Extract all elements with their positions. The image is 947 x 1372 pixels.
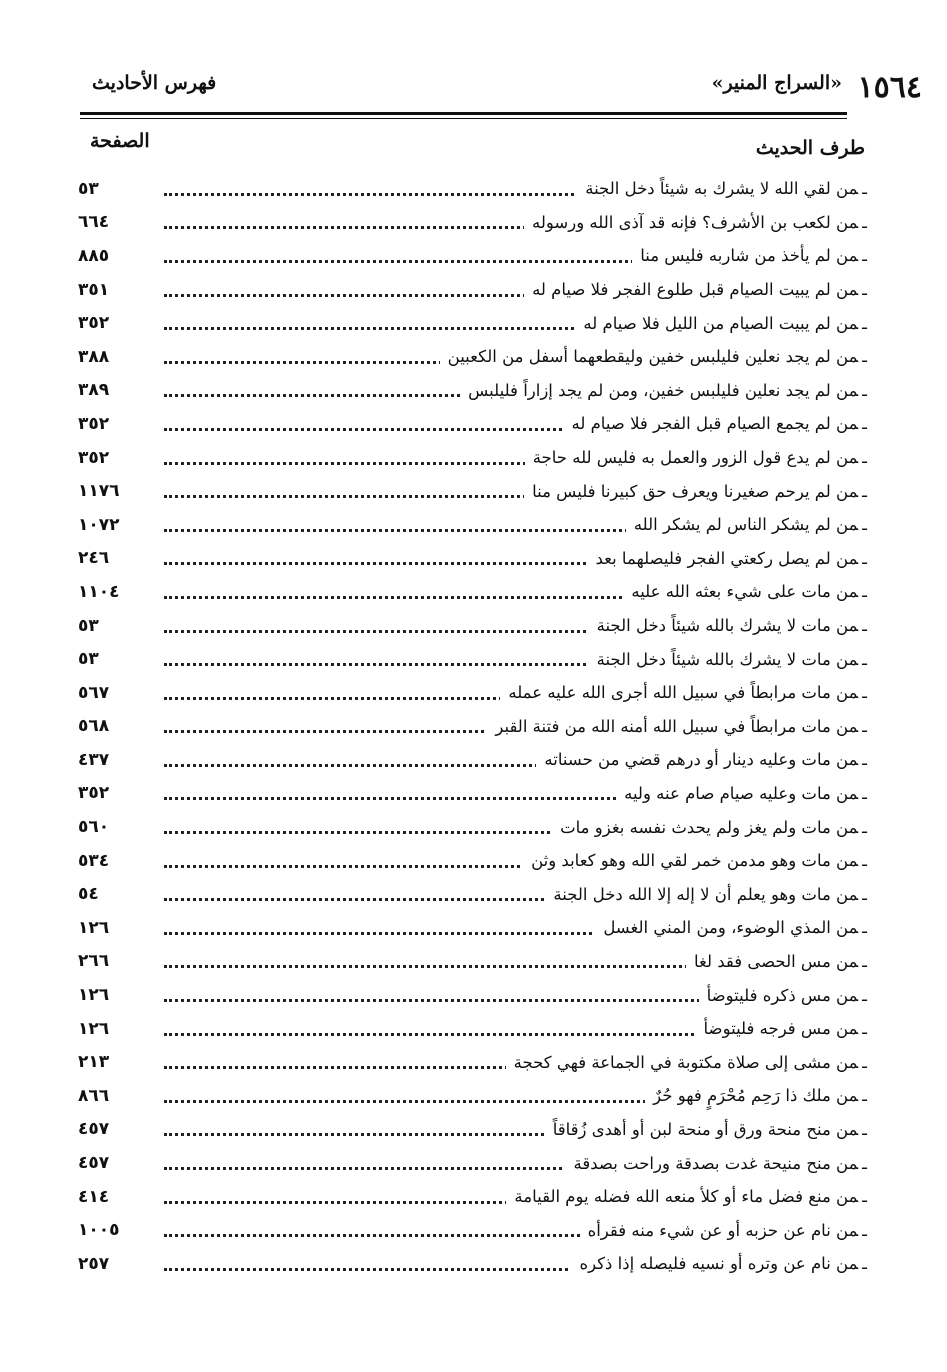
index-entry <box>78 642 867 676</box>
page-ref: ٣٥٢ <box>78 783 110 804</box>
page-ref: ٣٥٢ <box>78 313 110 334</box>
column-header-page: الصفحة <box>90 130 150 152</box>
hadith-text: من مات مرابطاً في سبيل الله أجرى الله عليه عمله <box>508 683 859 703</box>
page-ref: ١١٠٤ <box>78 581 120 602</box>
entry-dash: ـ <box>862 683 867 703</box>
entry-dash: ـ <box>862 1187 867 1207</box>
entry-dash: ـ <box>862 1086 867 1106</box>
hadith-text: من لم يدع قول الزور والعمل به فليس لله حاجة <box>532 448 859 468</box>
page-ref: ٥٣ <box>78 615 99 636</box>
page-ref: ٢١٣ <box>78 1052 110 1073</box>
column-header-hadith: طرف الحديث <box>755 137 865 159</box>
index-entry <box>78 172 867 206</box>
entry-dash: ـ <box>862 817 867 837</box>
index-entry <box>78 1012 867 1046</box>
hadith-text: من لم يشكر الناس لم يشكر الله <box>633 515 859 535</box>
entry-dash: ـ <box>862 582 867 602</box>
entry-dash: ـ <box>862 918 867 938</box>
page-ref: ٥٣ <box>78 649 99 670</box>
hadith-text: من منح منحة ورق أو منحة لبن أو أهدى زُقاقاً <box>552 1119 859 1139</box>
entry-dash: ـ <box>862 347 867 367</box>
index-entry <box>78 575 867 609</box>
page-ref: ٥٦٧ <box>78 682 110 703</box>
book-title: «السراج المنير» <box>711 72 842 94</box>
index-entry <box>78 508 867 542</box>
index-entry <box>78 1180 867 1214</box>
index-entry <box>78 1146 867 1180</box>
entry-dash: ـ <box>862 851 867 871</box>
hadith-text: من لم يجمع الصيام قبل الفجر فلا صيام له <box>571 414 859 434</box>
page-ref: ٢٤٦ <box>78 548 110 569</box>
hadith-text: من لم يبيت الصيام قبل طلوع الفجر فلا صيام له <box>532 280 859 300</box>
entry-dash: ـ <box>862 481 867 501</box>
entry-dash: ـ <box>862 951 867 971</box>
hadith-text: من لم يبيت الصيام من الليل فلا صيام له <box>583 313 859 333</box>
entry-dash: ـ <box>862 783 867 803</box>
entry-dash: ـ <box>862 1254 867 1274</box>
index-entry <box>78 474 867 508</box>
index-entry <box>78 407 867 441</box>
hadith-text: من مات وهو يعلم أن لا إله إلا الله دخل الجنة <box>553 884 859 904</box>
page-ref: ٣٥٢ <box>78 447 110 468</box>
index-entry <box>78 206 867 240</box>
entry-dash: ـ <box>862 616 867 636</box>
page-ref: ٥٣ <box>78 178 99 199</box>
entry-dash: ـ <box>862 884 867 904</box>
hadith-text: من منح منيحة غدت بصدقة وراحت بصدقة <box>573 1153 859 1173</box>
hadith-text: من مات على شيء بعثه الله عليه <box>631 582 859 602</box>
page-ref: ٢٥٧ <box>78 1253 110 1274</box>
page-ref: ٦٦٤ <box>78 212 110 233</box>
entry-dash: ـ <box>862 246 867 266</box>
page-ref: ٤٣٧ <box>78 749 110 770</box>
index-entry <box>78 609 867 643</box>
page-ref: ٥٣٤ <box>78 850 110 871</box>
page-ref: ٥٦٠ <box>78 817 110 838</box>
hadith-text: من مات وعليه صيام صام عنه وليه <box>624 783 859 803</box>
entry-dash: ـ <box>862 179 867 199</box>
entry-dash: ـ <box>862 448 867 468</box>
hadith-text: من مات ولم يغز ولم يحدث نفسه بغزو مات <box>560 817 859 837</box>
entry-dash: ـ <box>862 985 867 1005</box>
entry-dash: ـ <box>862 1153 867 1173</box>
page-ref: ٥٤ <box>78 884 99 905</box>
hadith-text: من مس فرجه فليتوضأ <box>703 1019 859 1039</box>
index-entry <box>78 810 867 844</box>
entry-dash: ـ <box>862 414 867 434</box>
index-entry <box>78 1213 867 1247</box>
index-entry <box>78 306 867 340</box>
index-entry <box>78 1113 867 1147</box>
page-ref: ٤٥٧ <box>78 1119 110 1140</box>
page-ref: ٢٦٦ <box>78 951 110 972</box>
hadith-index-list <box>78 172 867 1281</box>
index-entry <box>78 340 867 374</box>
entry-dash: ـ <box>862 1052 867 1072</box>
entry-dash: ـ <box>862 649 867 669</box>
hadith-text: من مات لا يشرك بالله شيئاً دخل الجنة <box>596 616 859 636</box>
entry-dash: ـ <box>862 212 867 232</box>
hadith-text: من مات لا يشرك بالله شيئاً دخل الجنة <box>596 649 859 669</box>
section-title: فهرس الأحاديث <box>92 72 217 94</box>
index-entry <box>78 710 867 744</box>
index-entry <box>78 978 867 1012</box>
page-ref: ١١٧٦ <box>78 481 120 502</box>
page-ref: ٨٦٦ <box>78 1085 110 1106</box>
page-ref: ٣٨٩ <box>78 380 110 401</box>
entry-dash: ـ <box>862 750 867 770</box>
entry-dash: ـ <box>862 548 867 568</box>
page-number: ١٥٦٤ <box>857 70 922 105</box>
hadith-text: من لم يجد نعلين فليلبس خفين، ومن لم يجد إزاراً فليلبس <box>468 380 859 400</box>
entry-dash: ـ <box>862 1220 867 1240</box>
index-entry <box>78 676 867 710</box>
index-entry <box>78 273 867 307</box>
header-rule-thick <box>80 112 847 115</box>
header-rule-thin <box>80 118 847 119</box>
entry-dash: ـ <box>862 1119 867 1139</box>
entry-dash: ـ <box>862 515 867 535</box>
hadith-text: من منع فضل ماء أو كلأ منعه الله فضله يوم القيامة <box>514 1187 859 1207</box>
page-ref: ١٠٠٥ <box>78 1220 120 1241</box>
index-entry <box>78 877 867 911</box>
hadith-text: من مات مرابطاً في سبيل الله أمنه الله من فتنة القبر <box>495 716 859 736</box>
hadith-text: من لكعب بن الأشرف؟ فإنه قد آذى الله ورسوله <box>532 212 859 232</box>
index-entry <box>78 441 867 475</box>
index-entry <box>78 743 867 777</box>
page-ref: ٥٦٨ <box>78 716 110 737</box>
index-entry <box>78 1247 867 1281</box>
index-entry <box>78 239 867 273</box>
entry-dash: ـ <box>862 313 867 333</box>
index-entry <box>78 844 867 878</box>
hadith-text: من المذي الوضوء، ومن المني الغسل <box>603 918 859 938</box>
index-entry <box>78 542 867 576</box>
hadith-text: من لم يرحم صغيرنا ويعرف حق كبيرنا فليس منا <box>532 481 859 501</box>
index-entry <box>78 911 867 945</box>
page-ref: ١٢٦ <box>78 985 110 1006</box>
page-ref: ٤٥٧ <box>78 1153 110 1174</box>
index-entry <box>78 777 867 811</box>
hadith-text: من لقي الله لا يشرك به شيئاً دخل الجنة <box>585 179 859 199</box>
entry-dash: ـ <box>862 380 867 400</box>
hadith-text: من لم يأخذ من شاربه فليس منا <box>640 246 859 266</box>
page-ref: ٣٨٨ <box>78 346 110 367</box>
page-ref: ٤١٤ <box>78 1186 110 1207</box>
hadith-text: من نام عن حزبه أو عن شيء منه فقرأه <box>587 1220 859 1240</box>
page-ref: ٨٨٥ <box>78 245 110 266</box>
hadith-text: من مس الحصى فقد لغا <box>693 951 859 971</box>
entry-dash: ـ <box>862 716 867 736</box>
index-entry <box>78 945 867 979</box>
page-ref: ٣٥٢ <box>78 413 110 434</box>
hadith-text: من لم يصل ركعتي الفجر فليصلهما بعد <box>595 548 859 568</box>
entry-dash: ـ <box>862 280 867 300</box>
hadith-text: من نام عن وتره أو نسيه فليصله إذا ذكره <box>579 1254 859 1274</box>
index-entry <box>78 1045 867 1079</box>
page-ref: ١٢٦ <box>78 1018 110 1039</box>
index-entry <box>78 374 867 408</box>
hadith-text: من مشى إلى صلاة مكتوبة في الجماعة فهي كحجة <box>513 1052 859 1072</box>
page-ref: ٣٥١ <box>78 279 110 300</box>
index-entry <box>78 1079 867 1113</box>
page-ref: ١٠٧٢ <box>78 514 120 535</box>
entry-dash: ـ <box>862 1019 867 1039</box>
hadith-text: من مات وهو مدمن خمر لقي الله وهو كعابد وثن <box>531 851 859 871</box>
page-ref: ١٢٦ <box>78 917 110 938</box>
hadith-text: من مات وعليه دينار أو درهم قضي من حسناته <box>544 750 859 770</box>
hadith-text: من لم يجد نعلين فليلبس خفين وليقطعهما أسفل من الكعبين <box>447 347 859 367</box>
hadith-text: من مس ذكره فليتوضأ <box>706 985 859 1005</box>
hadith-text: من ملك ذا رَحِم مُحْرَمٍ فهو حُرٌ <box>653 1086 859 1106</box>
